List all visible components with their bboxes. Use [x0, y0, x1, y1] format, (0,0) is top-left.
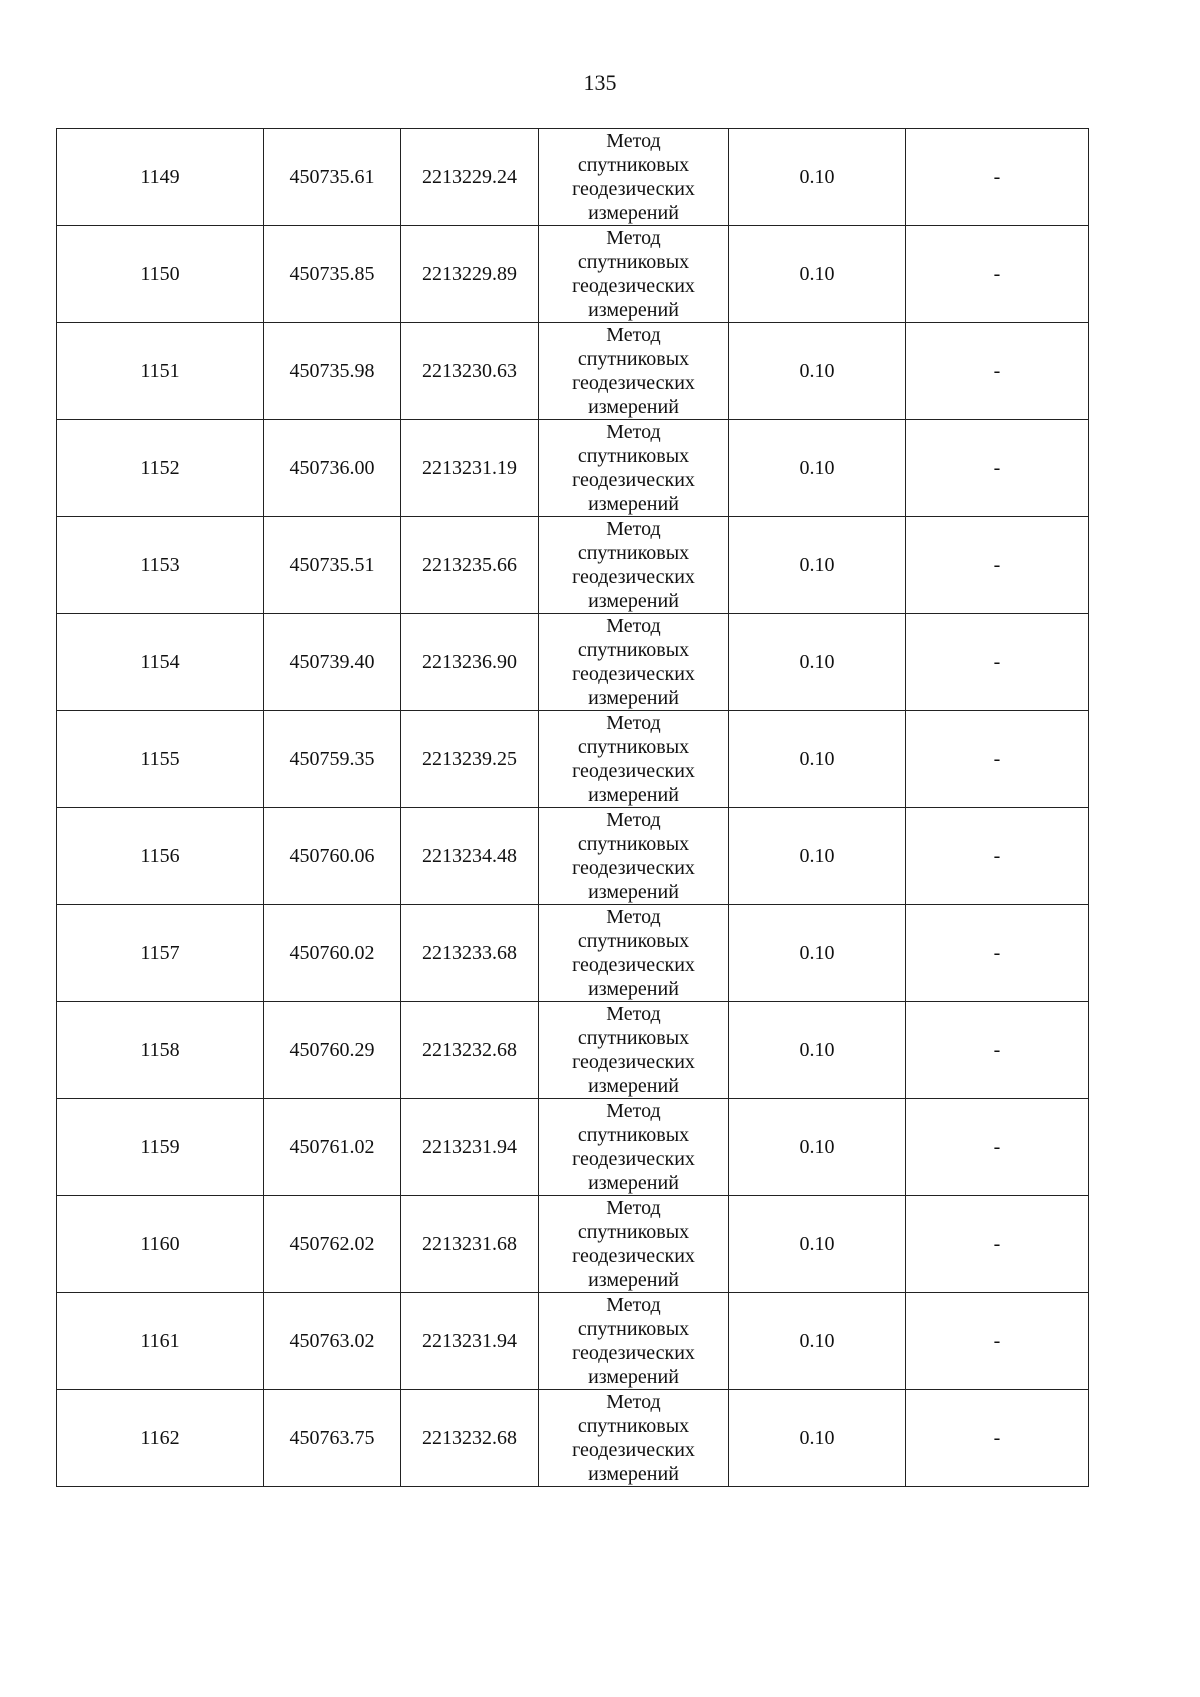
method-text-line: измерений: [588, 1463, 679, 1485]
note-cell: -: [906, 1196, 1089, 1293]
method-text-line: спутниковых: [577, 251, 690, 273]
method-cell: [539, 420, 729, 517]
method-text-line: Метод: [606, 1197, 661, 1219]
note-cell: -: [906, 808, 1089, 905]
point-number-cell: 1162: [57, 1390, 264, 1487]
y-coordinate-cell: 2213230.63: [401, 323, 539, 420]
table-row: [57, 711, 1089, 808]
method-text-line: спутниковых: [577, 833, 690, 855]
note-cell: -: [906, 1099, 1089, 1196]
x-coordinate-cell: 450763.75: [264, 1390, 401, 1487]
point-number-cell: 1159: [57, 1099, 264, 1196]
method-cell: [539, 517, 729, 614]
method-text-line: спутниковых: [577, 348, 690, 370]
method-text-line: геодезических: [572, 178, 695, 200]
y-coordinate-cell: 2213232.68: [401, 1390, 539, 1487]
method-text-line: Метод: [606, 712, 661, 734]
accuracy-cell: 0.10: [729, 808, 906, 905]
table-row: [57, 1099, 1089, 1196]
point-number-cell: 1158: [57, 1002, 264, 1099]
method-text-line: геодезических: [572, 469, 695, 491]
y-coordinate-cell: 2213239.25: [401, 711, 539, 808]
point-number-cell: 1149: [57, 129, 264, 226]
note-cell: -: [906, 1293, 1089, 1390]
point-number-cell: 1155: [57, 711, 264, 808]
method-text-line: спутниковых: [577, 1415, 690, 1437]
method-text-line: измерений: [588, 1172, 679, 1194]
method-text-line: геодезических: [572, 1148, 695, 1170]
method-text-line: Метод: [606, 1100, 661, 1122]
point-number-cell: 1161: [57, 1293, 264, 1390]
method-cell: [539, 905, 729, 1002]
method-cell: [539, 1002, 729, 1099]
y-coordinate-cell: 2213231.94: [401, 1293, 539, 1390]
method-text-line: Метод: [606, 809, 661, 831]
method-text-line: измерений: [588, 1075, 679, 1097]
method-cell: [539, 226, 729, 323]
method-text-line: Метод: [606, 906, 661, 928]
note-cell: -: [906, 905, 1089, 1002]
method-text-line: спутниковых: [577, 1124, 690, 1146]
table-row: [57, 517, 1089, 614]
x-coordinate-cell: 450736.00: [264, 420, 401, 517]
x-coordinate-cell: 450759.35: [264, 711, 401, 808]
method-cell: [539, 1196, 729, 1293]
method-text-line: геодезических: [572, 566, 695, 588]
note-cell: -: [906, 1002, 1089, 1099]
note-cell: -: [906, 226, 1089, 323]
method-text-line: спутниковых: [577, 445, 690, 467]
page-number: 135: [583, 70, 617, 95]
table-row: [57, 129, 1089, 226]
point-number-cell: 1151: [57, 323, 264, 420]
method-text-line: измерений: [588, 493, 679, 515]
table-body: [57, 129, 1089, 1487]
point-number-cell: 1160: [57, 1196, 264, 1293]
method-text-line: измерений: [588, 687, 679, 709]
y-coordinate-cell: 2213231.19: [401, 420, 539, 517]
method-text-line: геодезических: [572, 1245, 695, 1267]
method-text-line: геодезических: [572, 1051, 695, 1073]
x-coordinate-cell: 450735.98: [264, 323, 401, 420]
table-row: [57, 1002, 1089, 1099]
x-coordinate-cell: 450762.02: [264, 1196, 401, 1293]
accuracy-cell: 0.10: [729, 1099, 906, 1196]
y-coordinate-cell: 2213236.90: [401, 614, 539, 711]
point-number-cell: 1157: [57, 905, 264, 1002]
method-text-line: измерений: [588, 590, 679, 612]
method-text-line: Метод: [606, 324, 661, 346]
y-coordinate-cell: 2213231.68: [401, 1196, 539, 1293]
accuracy-cell: 0.10: [729, 614, 906, 711]
method-text-line: Метод: [606, 1391, 661, 1413]
method-text-line: Метод: [606, 1003, 661, 1025]
method-text-line: измерений: [588, 1269, 679, 1291]
y-coordinate-cell: 2213229.24: [401, 129, 539, 226]
method-text-line: спутниковых: [577, 1318, 690, 1340]
method-text-line: геодезических: [572, 760, 695, 782]
method-text-line: геодезических: [572, 857, 695, 879]
point-number-cell: 1153: [57, 517, 264, 614]
method-text-line: Метод: [606, 1294, 661, 1316]
table-row: [57, 808, 1089, 905]
table-row: [57, 905, 1089, 1002]
note-cell: -: [906, 614, 1089, 711]
y-coordinate-cell: 2213234.48: [401, 808, 539, 905]
method-cell: [539, 808, 729, 905]
x-coordinate-cell: 450760.06: [264, 808, 401, 905]
point-number-cell: 1154: [57, 614, 264, 711]
x-coordinate-cell: 450763.02: [264, 1293, 401, 1390]
accuracy-cell: 0.10: [729, 323, 906, 420]
y-coordinate-cell: 2213231.94: [401, 1099, 539, 1196]
table-row: [57, 1293, 1089, 1390]
method-cell: [539, 323, 729, 420]
method-cell: [539, 614, 729, 711]
note-cell: -: [906, 517, 1089, 614]
accuracy-cell: 0.10: [729, 1293, 906, 1390]
point-number-cell: 1156: [57, 808, 264, 905]
method-text-line: спутниковых: [577, 639, 690, 661]
method-cell: [539, 1099, 729, 1196]
accuracy-cell: 0.10: [729, 905, 906, 1002]
y-coordinate-cell: 2213235.66: [401, 517, 539, 614]
accuracy-cell: 0.10: [729, 1002, 906, 1099]
method-text-line: геодезических: [572, 1439, 695, 1461]
note-cell: -: [906, 711, 1089, 808]
accuracy-cell: 0.10: [729, 420, 906, 517]
method-text-line: геодезических: [572, 954, 695, 976]
accuracy-cell: 0.10: [729, 711, 906, 808]
coordinates-table: [56, 128, 1089, 1487]
y-coordinate-cell: 2213229.89: [401, 226, 539, 323]
x-coordinate-cell: 450739.40: [264, 614, 401, 711]
method-text-line: спутниковых: [577, 154, 690, 176]
x-coordinate-cell: 450760.29: [264, 1002, 401, 1099]
method-text-line: Метод: [606, 421, 661, 443]
method-text-line: геодезических: [572, 275, 695, 297]
table-row: [57, 420, 1089, 517]
note-cell: -: [906, 129, 1089, 226]
method-text-line: спутниковых: [577, 542, 690, 564]
method-text-line: измерений: [588, 1366, 679, 1388]
accuracy-cell: 0.10: [729, 1390, 906, 1487]
accuracy-cell: 0.10: [729, 517, 906, 614]
method-text-line: измерений: [588, 881, 679, 903]
table-row: [57, 323, 1089, 420]
accuracy-cell: 0.10: [729, 129, 906, 226]
x-coordinate-cell: 450735.51: [264, 517, 401, 614]
method-cell: [539, 1293, 729, 1390]
x-coordinate-cell: 450735.61: [264, 129, 401, 226]
note-cell: -: [906, 1390, 1089, 1487]
method-text-line: Метод: [606, 130, 661, 152]
accuracy-cell: 0.10: [729, 1196, 906, 1293]
method-text-line: измерений: [588, 299, 679, 321]
method-text-line: спутниковых: [577, 930, 690, 952]
method-cell: [539, 711, 729, 808]
table-row: [57, 1390, 1089, 1487]
y-coordinate-cell: 2213233.68: [401, 905, 539, 1002]
x-coordinate-cell: 450761.02: [264, 1099, 401, 1196]
accuracy-cell: 0.10: [729, 226, 906, 323]
method-text-line: геодезических: [572, 663, 695, 685]
method-text-line: Метод: [606, 518, 661, 540]
method-text-line: измерений: [588, 396, 679, 418]
method-text-line: спутниковых: [577, 736, 690, 758]
note-cell: -: [906, 420, 1089, 517]
method-text-line: Метод: [606, 227, 661, 249]
point-number-cell: 1150: [57, 226, 264, 323]
method-text-line: геодезических: [572, 1342, 695, 1364]
method-text-line: геодезических: [572, 372, 695, 394]
method-text-line: спутниковых: [577, 1221, 690, 1243]
table-row: [57, 1196, 1089, 1293]
note-cell: -: [906, 323, 1089, 420]
method-text-line: измерений: [588, 978, 679, 1000]
point-number-cell: 1152: [57, 420, 264, 517]
method-text-line: измерений: [588, 784, 679, 806]
table-row: [57, 226, 1089, 323]
method-text-line: Метод: [606, 615, 661, 637]
method-text-line: измерений: [588, 202, 679, 224]
method-cell: [539, 129, 729, 226]
x-coordinate-cell: 450760.02: [264, 905, 401, 1002]
method-cell: [539, 1390, 729, 1487]
y-coordinate-cell: 2213232.68: [401, 1002, 539, 1099]
x-coordinate-cell: 450735.85: [264, 226, 401, 323]
table-row: [57, 614, 1089, 711]
method-text-line: спутниковых: [577, 1027, 690, 1049]
